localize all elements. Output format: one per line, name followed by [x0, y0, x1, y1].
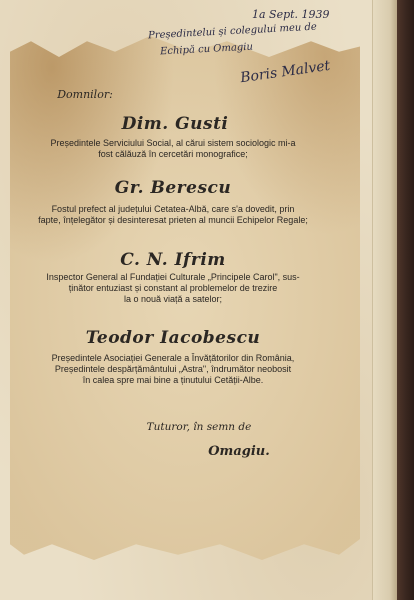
handwritten-line-2: Echipă cu Omagiu [159, 41, 254, 58]
closing-line: Tuturor, în semn de [146, 421, 252, 433]
dedicatee-name-1: Dim. Gusti [121, 114, 229, 134]
dedicatee-desc-3-line-3: la o nouă viață a satelor; [123, 294, 223, 304]
handwritten-date: 1a Sept. 1939 [252, 8, 330, 21]
dedicatee-name-2: Gr. Berescu [114, 178, 232, 198]
dedicatee-desc-3-line-1: Inspector General al Fundației Culturale „Principele Carol", sus- [46, 272, 300, 282]
dedicatee-desc-4-line-2: Președintele despărțământului „Astra", îndrumător neobosit [54, 364, 292, 374]
salutation: Domnilor: [57, 88, 113, 101]
handwritten-line-1: Președintelui și colegului meu de [147, 21, 318, 42]
handwritten-signature: Boris Malvet [239, 57, 332, 87]
dedicatee-desc-1-line-2: fost călăuză în cercetări monografice; [98, 149, 248, 159]
dedicatee-desc-2-line-2: fapte, înțelegător și desinteresat prieten al muncii Echipelor Regale; [38, 215, 308, 225]
dedicatee-desc-1-line-1: Președintele Serviciului Social, al cărui sistem sociologic mi-a [50, 138, 296, 148]
dedicatee-desc-3-line-2: ținător entuziast și constant al problemelor de trezire [68, 283, 278, 293]
dedicatee-desc-2-line-1: Fostul prefect al județului Cetatea-Albă, care s'a dovedit, prin [51, 204, 295, 214]
dedicatee-name-4: Teodor Iacobescu [85, 328, 261, 348]
dedicatee-desc-4-line-3: în calea spre mai bine a ținutului Cetății-Albe. [82, 375, 264, 385]
dedicatee-name-3: C. N. Ifrim [120, 250, 226, 270]
homage-word: Omagiu. [208, 444, 270, 459]
dedicatee-desc-4-line-1: Președintele Asociației Generale a Învățătorilor din România, [51, 353, 295, 363]
